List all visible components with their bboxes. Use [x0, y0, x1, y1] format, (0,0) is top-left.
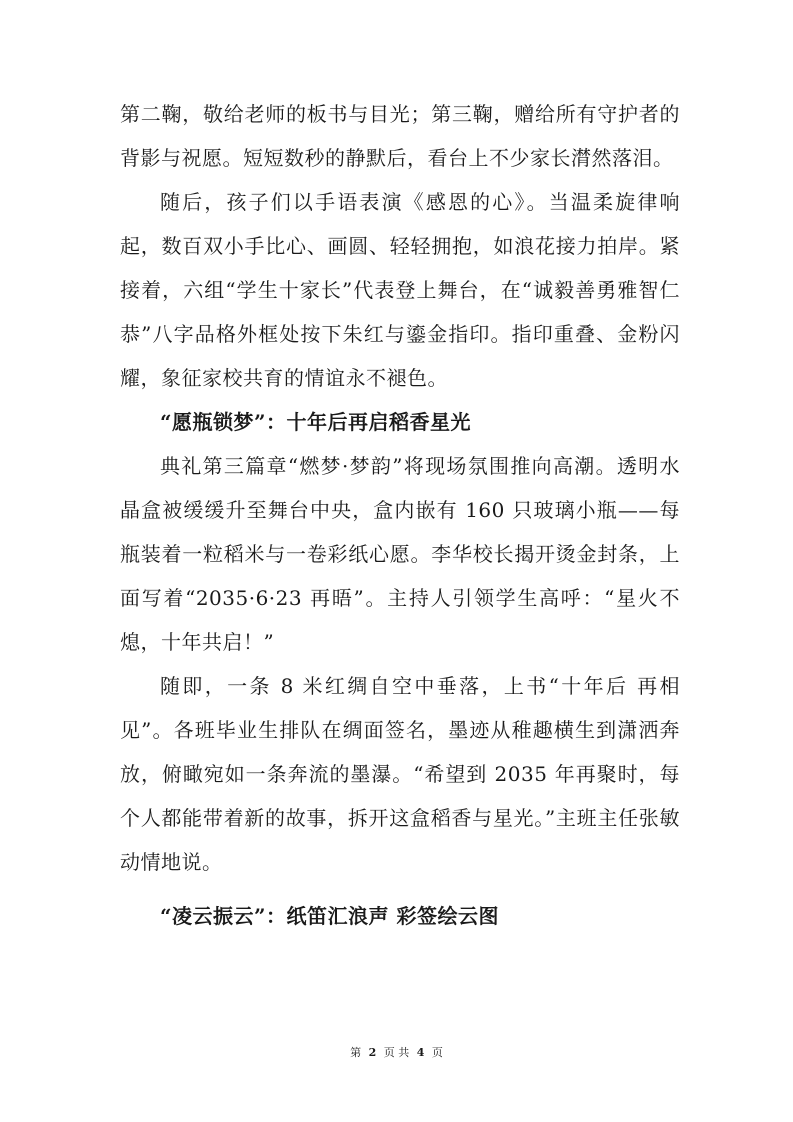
page-footer [0, 1044, 793, 1060]
footer-prefix: 第 [350, 1046, 362, 1059]
footer-middle: 页 共 [383, 1046, 410, 1059]
section-heading-soaring-clouds: “凌云振云”：纸笛汇浪声 彩签绘云图 [160, 904, 499, 928]
footer-suffix: 页 [431, 1046, 443, 1059]
footer-page-number: 2 [368, 1046, 377, 1059]
paragraph-crystal-box: 典礼第三篇章“燃梦·梦韵”将现场氛围推向高潮。透明水晶盒被缓缓升至舞台中央，盒内嵌有 160 只玻璃小瓶——每瓶装着一粒稻米与一卷彩纸心愿。李华校长揭开烫金封条，上面写着“2035·6·23 再晤”。主持人引领学生高呼：“星火不熄，十年共启！” [120, 454, 680, 654]
document-body [120, 92, 680, 938]
paragraph-red-silk: 随即，一条 8 米红绸自空中垂落，上书“十年后 再相见”。各班毕业生排队在绸面签名，墨迹从稚趣横生到潇洒奔放，俯瞰宛如一条奔流的墨瀑。“希望到 2035 年再聚时，每个人都能带着新的故事，拆开这盒稻香与星光。”主班主任张敏动情地说。 [120, 674, 680, 874]
section-heading-wish-bottle: “愿瓶锁梦”：十年后再启稻香星光 [160, 410, 472, 434]
paragraph-continued: 第二鞠，敬给老师的板书与目光；第三鞠，赠给所有守护者的背影与祝愿。短短数秒的静默后，看台上不少家长潸然落泪。 [120, 102, 680, 170]
footer-total-pages: 4 [416, 1046, 425, 1059]
paragraph-sign-language: 随后，孩子们以手语表演《感恩的心》。当温柔旋律响起，数百双小手比心、画圆、轻轻拥抱，如浪花接力拍岸。紧接着，六组“学生十家长”代表登上舞台，在“诚毅善勇雅智仁恭”八字品格外框处按下朱红与鎏金指印。指印重叠、金粉闪耀，象征家校共育的情谊永不褪色。 [120, 190, 680, 390]
